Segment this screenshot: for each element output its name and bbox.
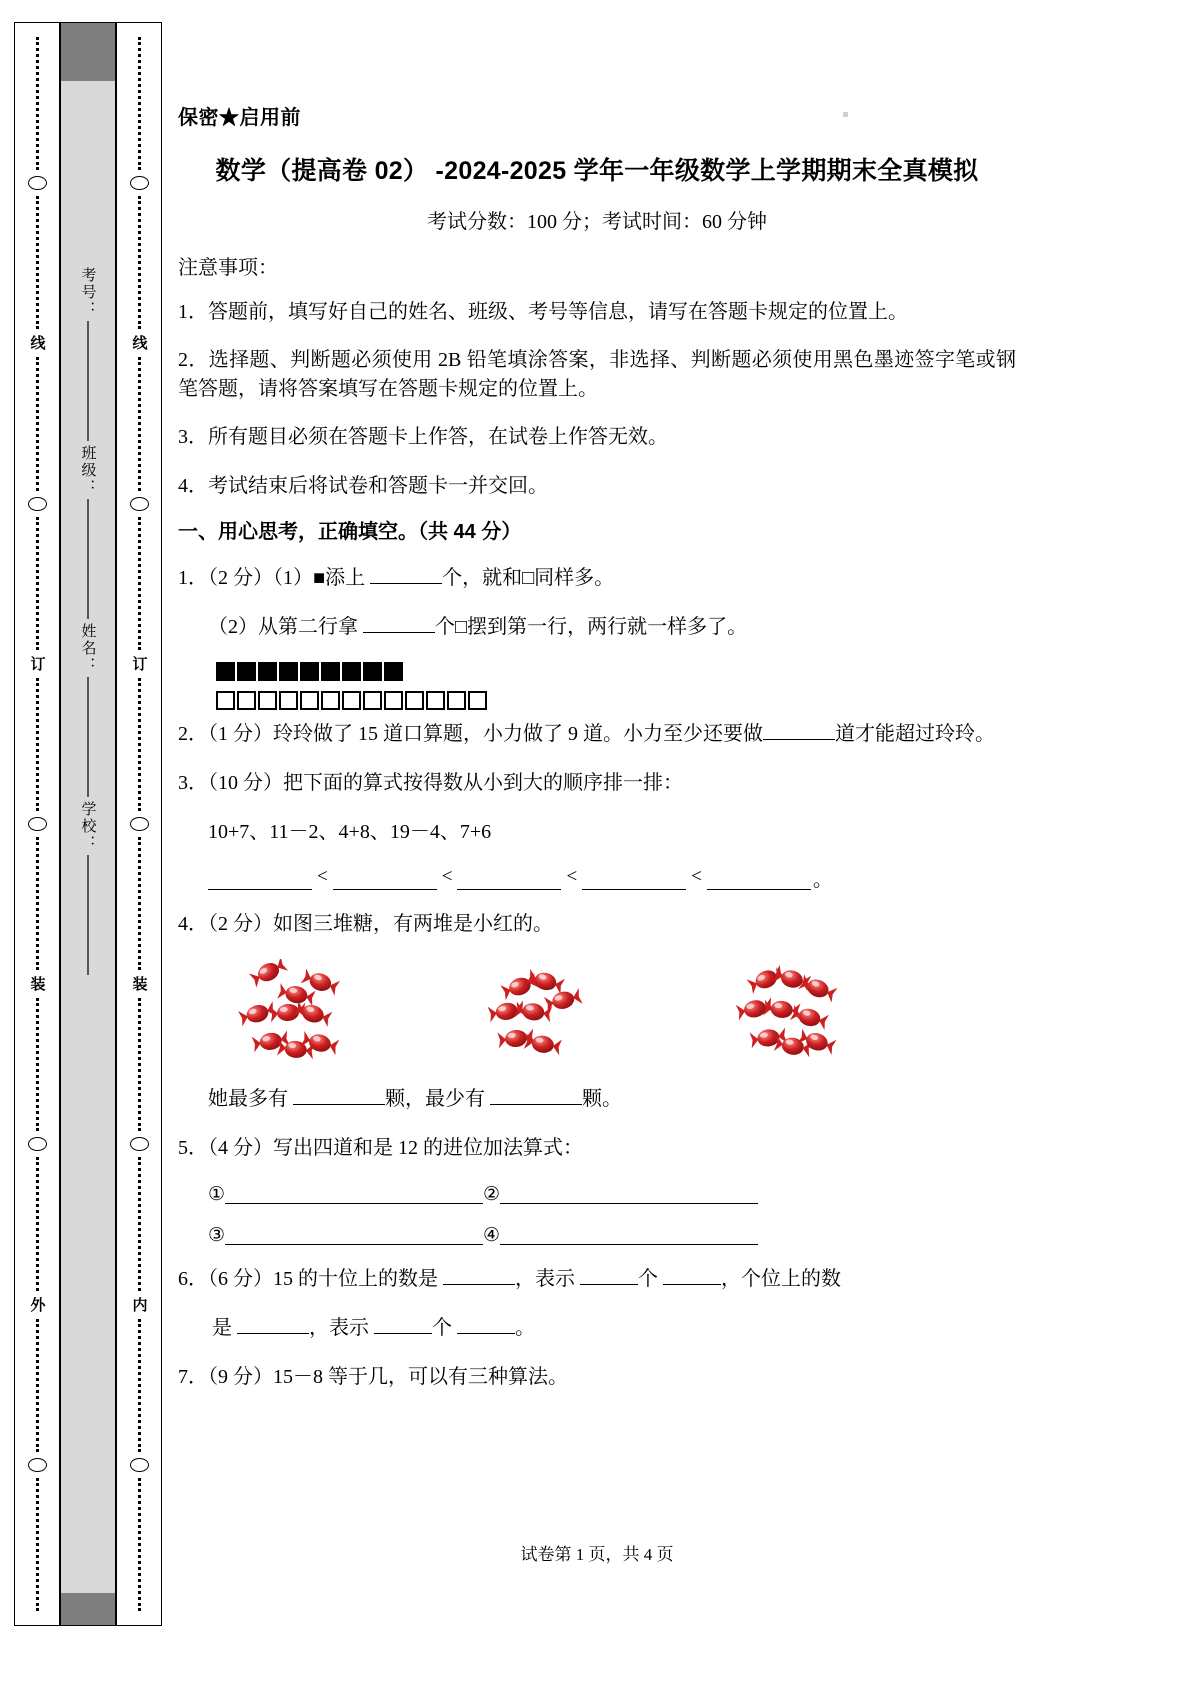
q4-label: 4．（2 分）如图三堆糖，有两堆是小红的。 [178, 912, 553, 935]
q4-answer-blank-min[interactable] [490, 1104, 582, 1105]
less-than-symbol: < [441, 865, 453, 887]
seal-field-label: 姓名： [79, 623, 97, 674]
dotted-line [138, 1478, 141, 1611]
seal-circle-icon [28, 176, 47, 190]
write-rule [87, 321, 88, 441]
q6-line2-d: 。 [515, 1316, 535, 1339]
dotted-line [138, 196, 141, 329]
seal-circle-icon [28, 497, 47, 511]
filled-square [237, 662, 256, 681]
q6-blank-4[interactable] [237, 1333, 309, 1334]
dotted-line [36, 678, 39, 811]
question-4-answer [208, 1085, 1016, 1114]
confidential-notice: 保密★启用前 [178, 107, 301, 129]
q5-answer-line-2[interactable] [500, 1183, 758, 1204]
open-square [363, 691, 382, 710]
open-square [300, 691, 319, 710]
filled-square [384, 662, 403, 681]
q3-order-blank-1[interactable] [208, 870, 312, 890]
q6-line1-b: ，表示 [515, 1267, 575, 1290]
dotted-line [138, 37, 141, 170]
seal-circle-icon [130, 1458, 149, 1472]
q7-label: 7．（9 分）15－8 等于几，可以有三种算法。 [178, 1365, 568, 1388]
seal-circle-icon [28, 1458, 47, 1472]
dotted-line [36, 1157, 39, 1290]
candy-pile-1 [208, 959, 458, 1071]
q5-answer-line-3[interactable] [225, 1224, 483, 1245]
question-1-part-2 [208, 613, 1016, 642]
write-rule [87, 855, 88, 975]
seal-char-inner-1: 订 [130, 655, 148, 672]
q2-text-a: 2．（1 分）玲玲做了 15 道口算题，小力做了 9 道。小力至少还要做 [178, 722, 763, 745]
question-3-expressions [208, 818, 1016, 847]
candy-pile-2 [458, 959, 708, 1071]
q6-blank-1[interactable] [443, 1284, 515, 1285]
seal-char-inner-3: 内 [130, 1296, 148, 1313]
q6-line2-b: ，表示 [309, 1316, 369, 1339]
seal-circle-icon [130, 176, 149, 190]
q6-blank-3[interactable] [663, 1284, 721, 1285]
exam-paper-body [178, 0, 1016, 1412]
filled-square [300, 662, 319, 681]
filled-square [342, 662, 361, 681]
seal-char-inner-2: 装 [130, 976, 148, 993]
question-5 [178, 1134, 1016, 1163]
q3-expressions: 10+7、11－2、4+8、19－4、7+6 [208, 820, 492, 843]
q4-answer-blank-max[interactable] [293, 1104, 385, 1105]
q3-period: 。 [812, 868, 833, 891]
q4-answer-b: 颗，最少有 [385, 1087, 485, 1110]
q6-line2-a: 是 [212, 1316, 232, 1339]
open-square [384, 691, 403, 710]
open-square [216, 691, 235, 710]
q1-answer-blank-1[interactable] [370, 583, 442, 584]
question-4 [178, 910, 1016, 939]
dotted-line [138, 1319, 141, 1452]
q1-part1-b: 个，就和□同样多。 [442, 566, 615, 589]
q6-line2-c: 个 [432, 1316, 452, 1339]
seal-inner-strip [117, 23, 161, 1625]
filled-square [279, 662, 298, 681]
question-3 [178, 769, 1016, 798]
seal-circle-icon [130, 497, 149, 511]
dotted-line [36, 517, 39, 650]
q1-open-square-row [216, 691, 1016, 710]
seal-circle-icon [28, 1137, 47, 1151]
less-than-symbol: < [691, 865, 702, 887]
filled-square [321, 662, 340, 681]
dotted-line [138, 998, 141, 1131]
notice-item-1: 1．答题前，填写好自己的姓名、班级、考号等信息，请写在答题卡规定的位置上。 [178, 301, 908, 323]
seal-field-school[interactable] [78, 801, 99, 975]
q1-answer-blank-2[interactable] [363, 632, 435, 633]
filled-square [258, 662, 277, 681]
seal-circle-icon [28, 817, 47, 831]
dotted-line [36, 357, 39, 490]
q5-row-2 [208, 1224, 1016, 1245]
filled-square [216, 662, 235, 681]
page-title: 数学（提高卷 02） -2024-2025 学年一年级数学上学期期末全真模拟 [215, 157, 979, 185]
q5-label: 5．（4 分）写出四道和是 12 的进位加法算式： [178, 1136, 583, 1159]
seal-column-inner [116, 22, 162, 1626]
q1-part2-label: （2）从第二行拿 [208, 615, 358, 638]
open-square [258, 691, 277, 710]
seal-field-exam-number[interactable] [78, 267, 99, 441]
seal-circle-icon [130, 1137, 149, 1151]
seal-column-outer [14, 22, 60, 1626]
q6-line1-c: 个 [638, 1267, 658, 1290]
seal-field-name[interactable] [78, 623, 99, 797]
seal-field-label: 班级： [79, 445, 97, 496]
q1-label: 1．（2 分）（1） [178, 566, 313, 589]
q4-answer-a: 她最多有 [208, 1087, 288, 1110]
notice-item-2: 2．选择题、判断题必须使用 2B 铅笔填涂答案，非选择、判断题必须使用黑色墨迹签字笔或钢笔答题，请将答案填写在答题卡规定的位置上。 [178, 349, 1016, 400]
seal-field-list [61, 87, 115, 1585]
q1-part2-b: 个□摆到第一行，两行就一样多了。 [435, 615, 748, 638]
seal-outer-strip [15, 23, 59, 1625]
seal-line-area [14, 22, 162, 1626]
question-7 [178, 1363, 1016, 1392]
open-square [237, 691, 256, 710]
dotted-line [36, 1478, 39, 1611]
q3-order-blank-5[interactable] [707, 870, 811, 890]
dotted-line [36, 998, 39, 1131]
seal-cap-top [61, 23, 115, 81]
dotted-line [138, 678, 141, 811]
q3-order-blank-4[interactable] [582, 870, 686, 890]
notice-item-4: 4．考试结束后将试卷和答题卡一并交回。 [178, 474, 548, 497]
open-square [447, 691, 466, 710]
write-rule [87, 499, 88, 619]
q4-answer-c: 颗。 [582, 1087, 622, 1110]
question-6-line-2 [212, 1314, 1016, 1343]
q3-ordering-line [208, 867, 1016, 890]
dotted-line [138, 357, 141, 490]
q3-label: 3．（10 分）把下面的算式按得数从小到大的顺序排一排： [178, 771, 683, 794]
dotted-line [138, 517, 141, 650]
q5-answer-line-4[interactable] [500, 1224, 758, 1245]
open-square [279, 691, 298, 710]
q6-line1-a: 6．（6 分）15 的十位上的数是 [178, 1267, 438, 1290]
q6-blank-2[interactable] [580, 1284, 638, 1285]
seal-column-info [60, 22, 116, 1626]
seal-char-outer-3: 外 [28, 1296, 46, 1313]
question-2 [178, 720, 1016, 749]
write-rule [87, 677, 88, 797]
dotted-line [36, 196, 39, 329]
dotted-line [36, 1319, 39, 1452]
notice-item-3: 3．所有题目必须在答题卡上作答，在试卷上作答无效。 [178, 426, 668, 449]
open-square [342, 691, 361, 710]
seal-circle-icon [130, 817, 149, 831]
q2-text-b: 道才能超过玲玲。 [835, 722, 995, 745]
seal-char-outer-2: 装 [28, 976, 46, 993]
q2-answer-blank[interactable] [763, 739, 835, 740]
open-square [321, 691, 340, 710]
question-6 [178, 1265, 1016, 1294]
q5-item-3-marker: ③ [208, 1224, 226, 1246]
dotted-line [36, 37, 39, 170]
less-than-symbol: < [566, 865, 578, 887]
q5-row-1 [208, 1183, 1016, 1204]
less-than-symbol: < [317, 865, 328, 887]
candy-pile-3 [708, 959, 958, 1071]
open-square [405, 691, 424, 710]
q5-item-2-marker: ② [483, 1183, 501, 1205]
seal-field-label: 学校： [79, 801, 97, 852]
seal-char-outer-1: 订 [28, 655, 46, 672]
notice-heading: 注意事项： [178, 257, 278, 279]
dotted-line [138, 1157, 141, 1290]
candy-illustration-row [208, 959, 1008, 1071]
q6-line1-d: ，个位上的数 [721, 1267, 841, 1290]
q5-answer-line-1[interactable] [225, 1183, 483, 1204]
exam-meta: 考试分数：100 分；考试时间：60 分钟 [427, 211, 767, 233]
seal-field-class[interactable] [78, 445, 99, 619]
seal-cap-bottom [61, 1593, 115, 1625]
seal-char-inner-0: 线 [130, 335, 148, 352]
open-square [426, 691, 445, 710]
q3-order-blank-3[interactable] [457, 870, 561, 890]
filled-square [363, 662, 382, 681]
seal-field-label: 考号： [79, 267, 97, 318]
section-heading-fill-blanks: 一、用心思考，正确填空。（共 44 分） [178, 520, 522, 543]
q6-blank-5[interactable] [374, 1333, 432, 1334]
open-square [468, 691, 487, 710]
dotted-line [138, 837, 141, 970]
q3-order-blank-2[interactable] [333, 870, 437, 890]
q1-part1-a: ■添上 [313, 566, 366, 589]
page-footer: 试卷第 1 页，共 4 页 [520, 1545, 674, 1564]
seal-char-outer-0: 线 [28, 335, 46, 352]
dotted-line [36, 837, 39, 970]
q1-filled-square-row [216, 662, 1016, 681]
q6-blank-6[interactable] [457, 1333, 515, 1334]
q5-item-1-marker: ① [208, 1183, 226, 1205]
q5-item-4-marker: ④ [483, 1224, 501, 1246]
question-1 [178, 564, 1016, 593]
